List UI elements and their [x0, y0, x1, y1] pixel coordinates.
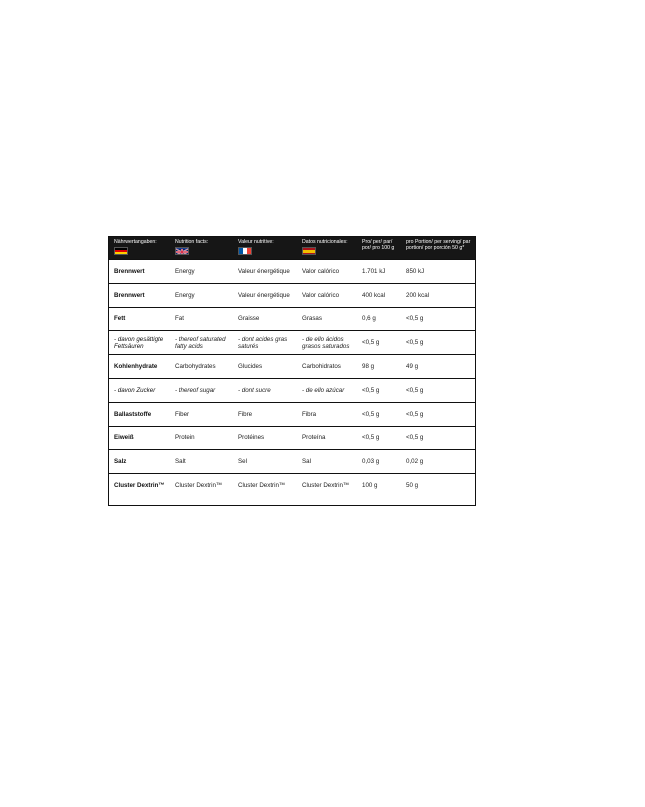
cell-en: - thereof sugar — [175, 386, 216, 394]
cell-de: Ballaststoffe — [114, 410, 152, 418]
cell-per100: <0,5 g — [362, 339, 380, 347]
cell-portion: 200 kcal — [406, 291, 430, 299]
table-header — [109, 237, 475, 259]
header-cell-fr — [233, 237, 297, 259]
cell-es: Carbohidratos — [302, 363, 341, 371]
table-row — [109, 283, 475, 307]
cell-en: Protein — [175, 434, 195, 442]
cell-per100: 98 g — [362, 363, 375, 371]
table-row — [109, 330, 475, 354]
cell-per100: <0,5 g — [362, 434, 380, 442]
cell-portion: <0,5 g — [406, 386, 424, 394]
table-row — [109, 402, 475, 426]
french-flag-icon — [238, 247, 252, 255]
cell-en: Cluster Dextrin™ — [175, 482, 223, 490]
cell-per100: 0,03 g — [362, 458, 380, 466]
cell-de: Cluster Dextrin™ — [114, 482, 165, 490]
cell-en: - thereof saturated fatty acids — [175, 335, 226, 350]
cell-en: Fiber — [175, 410, 190, 418]
cell-fr: Cluster Dextrin™ — [238, 482, 286, 490]
cell-de: - davon gesättigte Fettsäuren — [114, 335, 164, 350]
cell-portion: 850 kJ — [406, 267, 425, 275]
cell-fr: Glucides — [238, 363, 263, 371]
cell-fr: Protéines — [238, 434, 265, 442]
uk-flag-icon — [175, 247, 189, 255]
cell-fr: Valeur énergétique — [238, 267, 290, 275]
header-cell-portion — [401, 237, 477, 259]
header-cell-per100 — [357, 237, 401, 259]
cell-en: Carbohydrates — [175, 363, 216, 371]
header-cell-es — [297, 237, 357, 259]
german-flag-icon — [114, 247, 128, 255]
header-label-portion: pro Portion/ per serving/ par portion/ por porción 50 g* — [406, 239, 471, 251]
cell-es: - de ello ácidos grasos saturados — [302, 335, 350, 350]
cell-es: Valor calórico — [302, 267, 340, 275]
cell-en: Energy — [175, 267, 195, 275]
header-label-es: Datos nutricionales: — [302, 239, 348, 245]
header-cell-en — [170, 237, 233, 259]
cell-de: Brennwert — [114, 291, 145, 299]
cell-de: - davon Zucker — [114, 386, 156, 394]
header-label-en: Nutrition facts: — [175, 239, 209, 245]
table-row — [109, 473, 475, 497]
cell-fr: - dont acides gras saturés — [238, 335, 288, 350]
cell-per100: 100 g — [362, 482, 378, 490]
header-label-de: Nährwertangaben: — [114, 239, 157, 245]
cell-en: Salt — [175, 458, 186, 466]
cell-de: Salz — [114, 458, 127, 466]
header-label-fr: Valeur nutritive: — [238, 239, 274, 245]
cell-per100: 1.701 kJ — [362, 267, 386, 275]
cell-es: Cluster Dextrin™ — [302, 482, 350, 490]
cell-de: Brennwert — [114, 267, 145, 275]
cell-es: Valor calórico — [302, 291, 340, 299]
table-row — [109, 449, 475, 473]
table-row — [109, 378, 475, 402]
cell-portion: 0,02 g — [406, 458, 424, 466]
table-row — [109, 307, 475, 331]
cell-es: Fibra — [302, 410, 317, 418]
cell-de: Fett — [114, 315, 126, 323]
nutrition-table — [108, 236, 476, 506]
cell-per100: 400 kcal — [362, 291, 386, 299]
cell-fr: Valeur énergétique — [238, 291, 290, 299]
cell-portion: 49 g — [406, 363, 419, 371]
cell-en: Fat — [175, 315, 184, 323]
cell-fr: Sel — [238, 458, 247, 466]
cell-per100: <0,5 g — [362, 386, 380, 394]
cell-fr: Graisse — [238, 315, 260, 323]
cell-fr: - dont sucre — [238, 386, 271, 394]
cell-per100: 0,6 g — [362, 315, 376, 323]
cell-de: Kohlenhydrate — [114, 363, 158, 371]
cell-per100: <0,5 g — [362, 410, 380, 418]
cell-portion: <0,5 g — [406, 434, 424, 442]
cell-portion: <0,5 g — [406, 339, 424, 347]
cell-portion: <0,5 g — [406, 315, 424, 323]
cell-es: Sal — [302, 458, 311, 466]
header-label-per100: Pro/ per/ par/ por/ pro 100 g — [362, 239, 395, 251]
cell-es: Proteína — [302, 434, 326, 442]
table-row — [109, 259, 475, 283]
table-row — [109, 426, 475, 450]
table-row — [109, 354, 475, 378]
cell-portion: 50 g — [406, 482, 419, 490]
header-cell-de — [109, 237, 170, 259]
cell-es: Grasas — [302, 315, 322, 323]
spanish-flag-icon — [302, 247, 316, 255]
cell-portion: <0,5 g — [406, 410, 424, 418]
cell-de: Eiweiß — [114, 434, 134, 442]
cell-en: Energy — [175, 291, 195, 299]
cell-fr: Fibre — [238, 410, 253, 418]
cell-es: - de ello azúcar — [302, 386, 345, 394]
